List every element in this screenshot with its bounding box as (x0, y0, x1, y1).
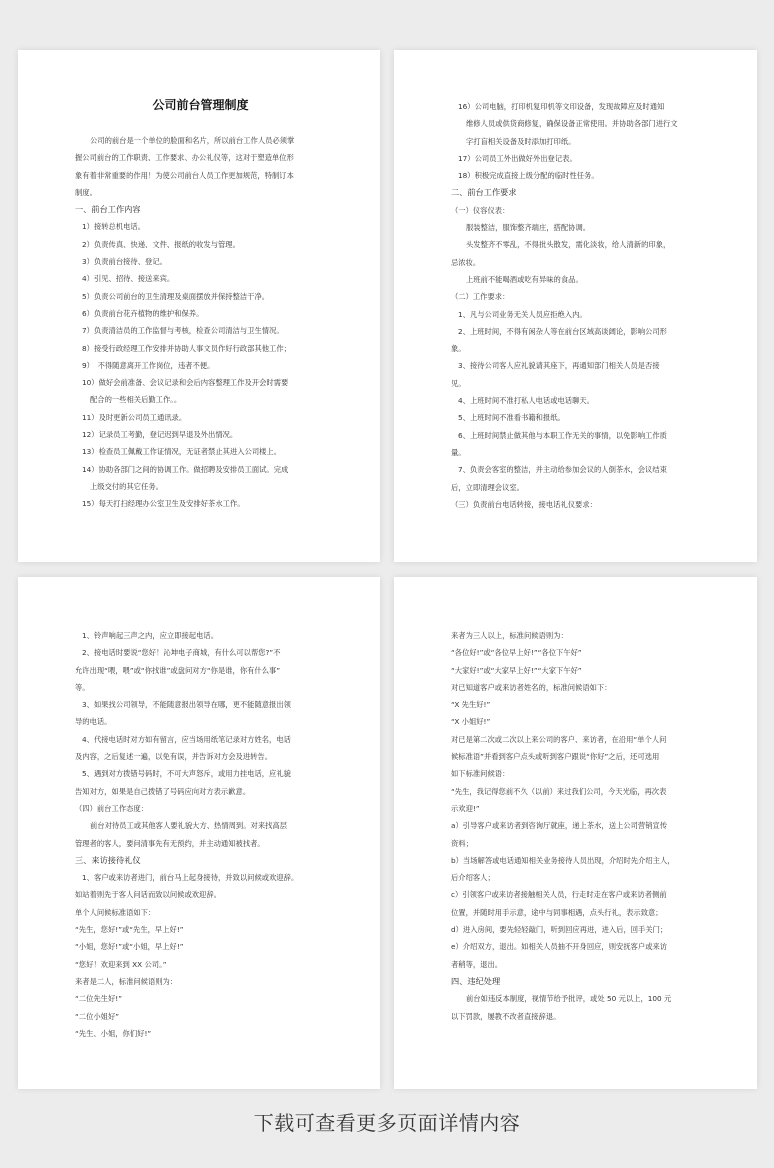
list-item-continuation: 配合的一些相关后勤工作。。 (90, 395, 182, 405)
list-item: 1、凡与公司业务无关人员应拒绝入内。 (458, 309, 587, 319)
list-item: 5）负责公司前台的卫生清理及桌面摆放并保持整洁干净。 (82, 291, 270, 301)
subsection-heading: （四）前台工作态度： (75, 803, 148, 813)
page-4-content (451, 627, 703, 1025)
list-item: 7、负责会客室的整洁，并主动给参加会议的人倒茶水，会议结束 (458, 465, 667, 475)
greeting-line: “X 小姐好!” (451, 717, 491, 727)
list-item: 7）负责清洁员的工作监督与考核，检查公司清洁与卫生情况。 (82, 326, 284, 336)
download-more-prompt[interactable]: 下载可查看更多页面详情内容 (253, 1111, 521, 1135)
list-item: e）介绍双方，退出。如相关人员抽不开身回应，则安抚客户或来访 (451, 942, 668, 952)
list-item: c）引领客户或来访者接触相关人员，行走时走在客户或来访者侧前 (451, 890, 667, 900)
list-item: 1）接转总机电话。 (82, 222, 146, 232)
subsection-heading: （二）工作要求： (451, 292, 510, 302)
text-line: 前台对待员工或其他客人要礼貌大方、热情周到。对来找高层 (90, 821, 288, 831)
list-item: 9） 不得随意离开工作岗位，违者不便。 (82, 360, 215, 370)
list-item: 12）记录员工考勤，登记迟到早退及外出情况。 (82, 430, 238, 440)
list-item: 4、代接电话时对方如有留言，应当场用纸笔记录对方姓名，电话 (82, 734, 291, 744)
greeting-line: “各位好!”或“各位早上好!”“各位下午好” (451, 648, 582, 658)
greeting-line: “先生、小姐，你们好!” (75, 1028, 152, 1038)
document-page-3 (18, 577, 380, 1089)
list-item-continuation: 等。 (75, 682, 90, 692)
document-page-2 (394, 50, 757, 562)
document-page-4 (394, 577, 757, 1089)
section-heading: 四、违纪处理 (451, 975, 501, 986)
list-item-continuation: 及内容，之后复述一遍，以免有误，并告诉对方会及进转告。 (75, 752, 273, 762)
list-item-continuation: 上级交付的其它任务。 (90, 481, 163, 491)
list-item-continuation: 如站着则先于客人问话而致以问候或欢迎辞。 (75, 890, 221, 900)
text-line: 忌浓妆。 (451, 257, 481, 267)
greeting-line: “二位先生好!” (75, 994, 122, 1004)
list-item: 2、上班时间，不得有闲杂人等在前台区域高谈阔论，影响公司形 (458, 326, 667, 336)
text-line: 制度。 (75, 187, 97, 197)
list-item: 3、如果找公司领导，不能随意报出领导在哪，更不能随意报出领 (82, 700, 291, 710)
greeting-line: “您好！欢迎来到 XX 公司。” (75, 959, 167, 969)
list-item: 2）负责传真、快递、文件、报纸的收发与管理。 (82, 239, 240, 249)
list-item-continuation: 字打盲相关设备及时添加打印纸。 (466, 136, 576, 146)
text-line: 象有着非常重要的作用！为使公司前台人员工作更加规范，特制订本 (75, 170, 294, 180)
list-item: 18）积极完成直接上级分配的临时性任务。 (458, 171, 599, 181)
list-item: b）当场解答或电话通知相关业务接待人员出现，介绍时先介绍主人， (451, 855, 675, 865)
list-item: 17）公司员工外出做好外出登记表。 (458, 153, 577, 163)
page-2-content (451, 98, 703, 513)
list-item: 16）公司电脑，打印机复印机等文印设备，发现故障应及时通知 (458, 102, 665, 111)
list-item: 13）检查员工佩戴工作证情况，无证者禁止其进入公司楼上。 (82, 447, 282, 457)
page-3-content (75, 627, 326, 1042)
section-heading: 三、来访接待礼仪 (75, 854, 141, 865)
list-item-continuation: 后，立即清理会议室。 (451, 482, 524, 492)
list-item: 6、上班时间禁止做其他与本职工作无关的事情，以免影响工作质 (458, 430, 667, 440)
text-line: 对已知道客户或来访者姓名的，标准问候语如下： (451, 682, 612, 692)
list-item: a）引导客户或来访者到咨询厅就座，递上茶水，送上公司营销宣传 (451, 821, 668, 831)
list-item: 2、接电话时要说“您好！沁坤电子商城，有什么可以帮您?”不 (82, 648, 281, 658)
list-item-continuation: 者稍等，退出。 (451, 959, 503, 969)
text-line: 握公司前台的工作职责、工作要求、办公礼仪等，这对于塑造单位形 (75, 153, 294, 163)
list-item-continuation: 维修人员或供货商修复，确保设备正常使用。并协助各部门进行文 (466, 119, 678, 129)
greeting-line: “先生，您好!”或“先生，早上好!” (75, 925, 184, 935)
text-line: 管理者的客人，要问清事先有无预约，并主动通知被找者。 (75, 838, 265, 848)
greeting-line: 示欢迎!” (451, 803, 480, 813)
document-title: 公司前台管理制度 (152, 98, 249, 112)
greeting-line: “先生，我记得您前不久（以前）来过我们公司，今天光临，再次表 (451, 786, 667, 796)
list-item: 15）每天打扫经理办公室卫生及安排好茶水工作。 (82, 499, 245, 509)
list-item-continuation: 导的电话。 (75, 717, 112, 727)
text-line: 上班前不能喝酒或吃有异味的食品。 (466, 274, 583, 284)
section-heading: 一、前台工作内容 (75, 204, 141, 215)
list-item-continuation: 量。 (451, 447, 466, 457)
text-line: 如下标准问候语： (451, 769, 510, 779)
list-item: 11）及时更新公司员工通讯录。 (82, 412, 187, 422)
greeting-line: “大家好!”或“大家早上好!”“大家下午好” (451, 665, 582, 675)
text-line: 公司的前台是一个单位的脸面和名片，所以前台工作人员必须掌 (90, 136, 295, 145)
list-item-continuation: 后介绍客人； (451, 873, 495, 883)
list-item-continuation: 位置，并随时用手示意，途中与同事相遇，点头行礼，表示致意； (451, 907, 663, 917)
text-line: 前台如违反本制度，视情节给予批评，或处 50 元以上，100 元 (466, 994, 672, 1004)
subsection-heading: （一）仪容仪表： (451, 205, 510, 215)
greeting-line: “二位小姐好” (75, 1011, 120, 1021)
list-item: 3）负责前台接待、登记。 (82, 257, 167, 267)
text-line: 来者是二人，标准问候语则为： (75, 976, 178, 986)
text-line: 对已是第二次或二次以上来公司的客户、来访者，在沿用“单个人问 (451, 734, 667, 744)
text-line: 头发整齐不零乱，不得批头散发，需化淡妆，给人清新的印象， (466, 240, 671, 250)
list-item-continuation: 象。 (451, 344, 466, 354)
list-item: 5、上班时间不准看书籍和报纸。 (458, 413, 565, 423)
list-item: 10）做好会前准备、会议记录和会后内容整理工作及开会时需要 (82, 378, 289, 388)
list-item: 5、遇到对方拨错号码时，不可大声怒斥，或用力挂电话，应礼貌 (82, 769, 291, 779)
list-item: 4）引见、招待、接送来宾。 (82, 274, 175, 284)
subsection-heading: （三）负责前台电话转接，接电话礼仪要求： (451, 499, 597, 509)
list-item: 14）协助各部门之间的协调工作。做招聘及安排员工面试。完成 (82, 464, 289, 474)
list-item: 8）接受行政经理工作安排并协助人事文员作好行政部其他工作； (82, 343, 291, 353)
text-line: 候标准语”并看到客户点头或听到客户跟说“你好”之后，还可选用 (451, 752, 660, 762)
list-item: d）进入房间，要先轻轻敲门，听到回应再进，进入后，回手关门； (451, 925, 668, 935)
list-item-continuation: 见。 (451, 378, 466, 388)
list-item-continuation: 资料； (451, 838, 473, 848)
greeting-line: “X 先生好!” (451, 700, 491, 710)
list-item: 1、铃声响起三声之内，应立即接起电话。 (82, 631, 218, 640)
list-item-continuation: 允许出现“喂，喂”或“你找谁”或盘问对方“你是谁，你有什么事” (75, 665, 281, 675)
text-line: 来者为三人以上，标准问候语则为： (451, 631, 568, 640)
text-line: 单个人问候标准语如下： (75, 907, 156, 917)
list-item-continuation: 告知对方，如果是自己拨错了号码应向对方表示歉意。 (75, 786, 251, 796)
list-item: 4、上班时间不准打私人电话或电话聊天。 (458, 396, 594, 406)
list-item: 3、接待公司客人应礼貌请其座下，再通知部门相关人员是否接 (458, 361, 660, 371)
greeting-line: “小姐，您好!”或“小姐，早上好!” (75, 942, 184, 952)
text-line: 服装整洁，服饰整齐端庄，搭配协调。 (466, 223, 591, 233)
page-1-content (75, 97, 326, 513)
text-line: 以下罚款，屡教不改者直接辞退。 (451, 1011, 561, 1021)
section-heading: 二、前台工作要求 (451, 187, 517, 198)
document-page-1 (18, 50, 380, 562)
list-item: 1、客户或来访者进门，前台马上起身接待，并致以问候或欢迎辞。 (82, 873, 299, 883)
list-item: 6）负责前台花卉植物的维护和保养。 (82, 308, 204, 318)
